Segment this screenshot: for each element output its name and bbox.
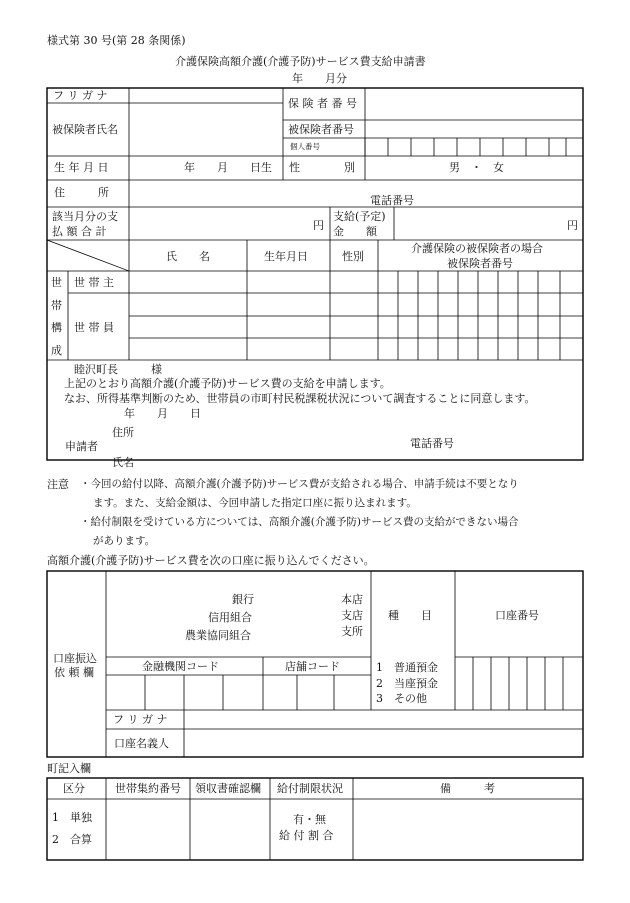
insured-name-label: 被保険者氏名	[52, 123, 118, 136]
column-sex: 性別	[342, 250, 364, 263]
sex-label: 性 別	[289, 161, 355, 174]
total-amount-label-2: 払 額 合 計	[52, 225, 107, 238]
column-name: 氏 名	[166, 250, 210, 263]
addressee: 睦沢町長 様	[74, 363, 162, 376]
category-single: 1 単独	[52, 811, 92, 824]
household-char-1: 世	[51, 276, 62, 289]
planned-amount-label-2: 金 額	[333, 225, 377, 238]
note-2-line-2: があります。	[93, 535, 156, 547]
benefit-ratio: 給 付 割 合	[279, 829, 334, 842]
bank-code-boxes	[145, 675, 334, 710]
column-birth-date: 生年月日	[264, 250, 308, 263]
target-month: 年 月分	[292, 72, 347, 85]
account-holder-label: 口座名義人	[114, 737, 169, 750]
personal-number-boxes	[388, 138, 566, 156]
applicant-phone-label: 電話番号	[410, 437, 454, 450]
account-type-3: 3 その他	[376, 692, 427, 705]
birth-date-value: 年 月 日生	[184, 161, 272, 174]
declaration-line-2: なお、所得基準判断のため、世帯員の市町村民税課税状況について調査することに同意します。	[64, 392, 536, 405]
head-of-household-label: 世 帯 主	[74, 276, 114, 289]
personal-number-label: 個人番号	[290, 142, 320, 151]
insurer-number-label: 保 険 者 番 号	[288, 97, 357, 110]
institution-code-label: 金融機関コード	[142, 660, 219, 673]
bank-section-label-2: 依 頼 欄	[54, 666, 94, 679]
transfer-instruction: 高額介護(介護予防)サービス費を次の口座に振り込んでください。	[47, 554, 375, 567]
form-number: 様式第 30 号(第 28 条関係)	[47, 34, 186, 47]
office-column-household-no: 世帯集約番号	[115, 782, 181, 795]
bank-section-label-1: 口座振込	[53, 652, 97, 665]
notes-label: 注意	[47, 478, 69, 491]
office-column-receipt-check: 領収書確認欄	[195, 782, 261, 795]
note-2-line-1: ・給付制限を受けている方については、高額介護(介護予防)サービス費の支給ができない場合	[80, 516, 519, 528]
declaration-line-1: 上記のとおり高額介護(介護予防)サービス費の支給を申請します。	[64, 377, 391, 390]
household-member-label: 世 帯 員	[74, 321, 114, 334]
household-char-2: 帯	[51, 299, 62, 312]
office-column-category: 区分	[63, 782, 85, 795]
account-number-boxes	[473, 657, 563, 710]
household-char-4: 成	[51, 344, 62, 357]
account-type-label: 種 目	[388, 609, 432, 622]
phone-label: 電話番号	[370, 194, 414, 207]
account-type-2: 2 当座預金	[376, 677, 438, 690]
insured-number-label: 被保険者番号	[288, 123, 354, 136]
bank-type-agri-coop: 農業協同組合	[185, 629, 251, 642]
form-title: 介護保険高額介護(介護予防)サービス費支給申請書	[175, 55, 426, 68]
category-combined: 2 合算	[52, 833, 92, 846]
account-type-1: 1 普通預金	[376, 661, 438, 674]
applicant-address-label: 住所	[112, 426, 134, 439]
holder-furigana-label: フ リ ガ ナ	[113, 713, 168, 726]
bank-type-bank: 銀行	[232, 593, 254, 606]
insured-number-boxes	[398, 271, 560, 360]
office-column-remarks: 備 考	[440, 782, 495, 795]
declaration-date: 年 月 日	[124, 407, 201, 420]
office-use-label: 町記入欄	[47, 762, 91, 775]
office-type-head: 本店	[341, 593, 363, 606]
office-column-restriction: 給付制限状況	[277, 782, 343, 795]
branch-code-label: 店舗コード	[285, 660, 340, 673]
office-type-branch: 支店	[341, 609, 363, 622]
applicant-label: 申請者	[65, 440, 98, 453]
account-number-label: 口座番号	[495, 609, 539, 622]
total-yen-unit: 円	[313, 219, 324, 232]
note-1-line-1: ・今回の給付以降、高額介護(介護予防)サービス費が支給される場合、申請手続は不要となり	[80, 478, 519, 490]
planned-yen-unit: 円	[567, 219, 578, 232]
furigana-label: フ リ ガ ナ	[53, 89, 108, 102]
birth-date-label: 生 年 月 日	[54, 161, 109, 174]
sex-options: 男 ・ 女	[449, 161, 504, 174]
applicant-name-label: 氏名	[112, 456, 134, 469]
column-insured-1: 介護保険の被保険者の場合	[411, 242, 543, 255]
note-1-line-2: ます。また、支給金額は、今回申請した指定口座に振り込まれます。	[93, 497, 417, 509]
address-label: 住 所	[54, 186, 109, 199]
total-amount-label-1: 該当月分の支	[52, 210, 118, 223]
household-char-3: 構	[51, 321, 62, 334]
bank-type-credit-union: 信用組合	[208, 611, 252, 624]
office-type-sub-branch: 支所	[341, 625, 363, 638]
restriction-yes-no: 有・無	[293, 813, 326, 826]
planned-amount-label-1: 支給(予定)	[333, 210, 386, 223]
column-insured-2: 被保険者番号	[447, 257, 513, 270]
